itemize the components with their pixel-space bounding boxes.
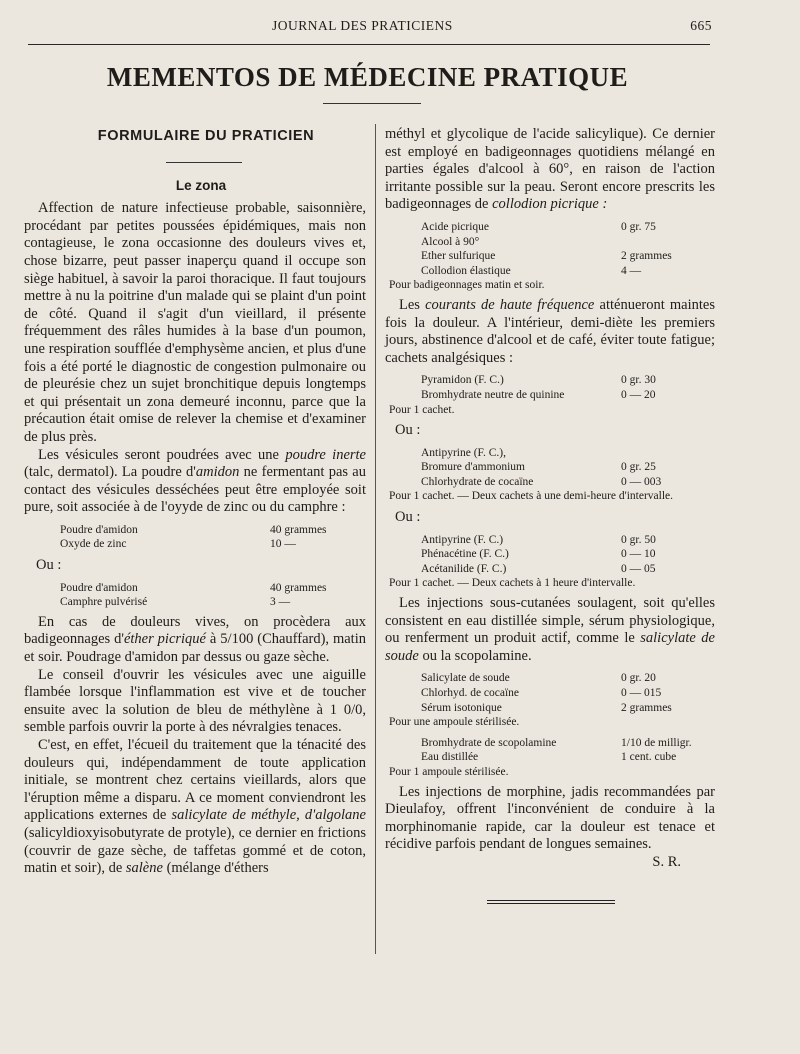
prescription-line: Phénacétine (F. C.) 0 — 10 (421, 548, 656, 561)
prescription-line: Pyramidon (F. C.) 0 gr. 30 (421, 374, 656, 387)
prescription-line: Camphre pulvérisé 3 — (60, 596, 291, 609)
prescription-note: Pour 1 cachet. (389, 403, 455, 416)
prescription-line: Ether sulfurique 2 grammes (421, 250, 672, 263)
header-rule (28, 44, 710, 45)
prescription (385, 446, 715, 504)
article-title: Le zona (175, 177, 227, 193)
section-title: FORMULAIRE DU PRATICIEN (97, 128, 315, 144)
page-title: MEMENTOS DE MÉDECINE PRATIQUE (106, 62, 629, 92)
running-header (0, 18, 800, 36)
prescription (385, 220, 715, 293)
paragraph: En cas de douleurs vives, on procèdera aux badigeonnages d'éther picriqué à 5/100 (Chauffard), matin et soir. Poudrage d'amidon par dessus ou gaze sèche. (24, 613, 366, 666)
alternative-label: Ou : (395, 422, 421, 439)
prescription-line: Acide picrique 0 gr. 75 (421, 220, 656, 233)
prescription-line: Acétanilide (F. C.) 0 — 05 (421, 562, 656, 575)
prescription-note: Pour une ampoule stérilisée. (389, 716, 520, 729)
prescription (24, 581, 366, 610)
right-column (385, 126, 715, 904)
section-rule (166, 162, 242, 163)
end-rule (487, 903, 615, 904)
author-signature: S. R. (652, 853, 681, 870)
journal-name: JOURNAL DES PRATICIENS (272, 18, 453, 33)
paragraph: Les vésicules seront poudrées avec une poudre inerte (talc, dermatol). La poudre d'amidon ne fermentant pas au contact des vésicules desséchées peut être employée soit pure, soit associée à de l'oyyde de zinc ou du camphre : (24, 446, 366, 516)
prescription-line: Alcool à 90° (421, 235, 480, 248)
prescription (24, 523, 366, 552)
prescription-line: Chlorhyd. de cocaïne 0 — 015 (421, 687, 662, 699)
paragraph: Affection de nature infectieuse probable, saisonnière, procédant par petites poussées épidémiques, mais non contagieuse, le zona occasionne des douleurs vives et, chose bizarre, peut passer inaperçu quand il occupe son siège habituel, à savoir la paroi thoracique. Il faut toujours mettre à nu la poitrine d'un malade qui se plaint d'un point de côté. Quand il s'agit d'un vieillard, il présente fréquemment des râles humides à la base d'un poumon, une respiration soufflée d'emphysème ancien, et plus d'une fois a été porté le diagnostic de congestion pulmonaire ou de pleurésie chez un sujet bronchitique depuis longtemps et qui présentait un zona demeuré inconnu, parce que la précaution était omise de relever la chemise et d'examiner de plus près. (24, 200, 366, 445)
prescription-line: Bromhydrate neutre de quinine 0 — 20 (421, 388, 656, 401)
prescription-line: Eau distillée 1 cent. cube (421, 751, 677, 764)
paragraph: Les courants de haute fréquence atténueront maintes fois la douleur. A l'intérieur, demi-diète les premiers jours, abstinence d'alcool et de café, éviter toute fatigue; cachets analgésiques : (385, 296, 715, 366)
prescription-line: Bromure d'ammonium 0 gr. 25 (421, 461, 656, 474)
title-rule (323, 103, 421, 104)
column-divider (375, 124, 376, 954)
paragraph: Les injections sous-cutanées soulagent, soit qu'elles consistent en eau distillée simple, sérum physiologique, ou renferment un produit actif, comme le salicylate de soude ou la scopolamine. (385, 595, 715, 664)
prescription-line: Chlorhydrate de cocaïne 0 — 003 (421, 475, 662, 488)
prescription-note: Pour 1 cachet. — Deux cachets à une demi-heure d'intervalle. (389, 490, 674, 503)
prescription-line: Antipyrine (F. C.) 0 gr. 50 (421, 533, 656, 546)
paragraph: méthyl et glycolique de l'acide salicylique). Ce dernier est employé en badigeonnages quotidiens mélangé en parties égales d'alcool à 60°, en raison de l'action irritante possible sur la peau. Seront encore prescrits les badigeonnages de collodion picrique : (385, 126, 715, 213)
prescription-note: Pour 1 cachet. — Deux cachets à 1 heure d'intervalle. (389, 577, 636, 590)
paragraph: C'est, en effet, l'écueil du traitement que la ténacité des douleurs qui, indépendamment de toute application initiale, se montrent chez certains vieillards, alors que l'éruption même a disparu. A ce moment conviendront les applications externes de salicylate de méthyle, d'algolane (salicyldioxyisobutyrate de protyle), ce dernier en frictions (couvrir de gaze sèche, de taffetas gommé et de coton, matin et soir), de salène (mélange d'éthers (24, 737, 366, 877)
prescription-note: Pour badigeonnages matin et soir. (389, 279, 545, 292)
prescription-line: Collodion élastique 4 — (421, 264, 642, 277)
prescription (385, 671, 715, 729)
prescription-line: Salicylate de soude 0 gr. 20 (421, 672, 656, 685)
prescription-note: Pour 1 ampoule stérilisée. (389, 765, 509, 778)
end-rule (487, 900, 615, 901)
alternative-label: Ou : (36, 557, 62, 574)
prescription-line: Poudre d'amidon 40 grammes (60, 581, 327, 594)
prescription-line: Sérum isotonique 2 grammes (421, 701, 672, 714)
prescription (385, 373, 715, 417)
prescription (385, 736, 715, 780)
paragraph: Le conseil d'ouvrir les vésicules avec une aiguille flambée lorsque l'inflammation est vive et de toucher ensuite avec la solution de bleu de méthylène à 1 0/0, semble parfois ouvrir la porte à des névralgies tenaces. (24, 666, 366, 736)
prescription-line: Bromhydrate de scopolamine 1/10 de milligr. (421, 736, 692, 749)
alternative-label: Ou : (395, 509, 421, 526)
paragraph: Les injections de morphine, jadis recommandées par Dieulafoy, offrent l'inconvénient de conduire à la morphinomanie rapide, car la douleur est tenace et récidive parfois pendant de longues semaines. (385, 783, 715, 853)
prescription-line: Oxyde de zinc 10 — (60, 538, 296, 551)
prescription-line: Poudre d'amidon 40 grammes (60, 523, 327, 536)
page-number: 665 (690, 18, 712, 33)
prescription (385, 533, 715, 591)
left-column (24, 126, 366, 878)
prescription-line: Antipyrine (F. C.), (421, 446, 507, 459)
